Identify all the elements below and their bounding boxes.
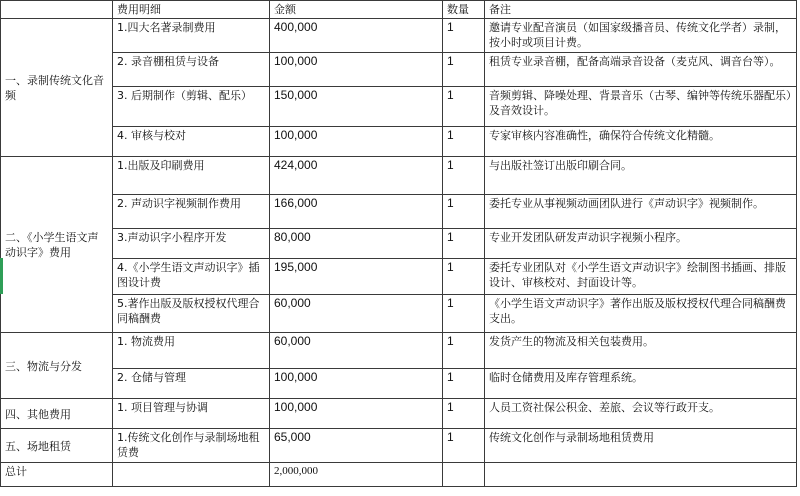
item-cell[interactable]: 3.声动识字小程序开发 bbox=[113, 229, 270, 259]
item-cell[interactable]: 2. 录音棚租赁与设备 bbox=[113, 53, 270, 87]
table-row bbox=[1, 295, 797, 333]
header-cell-category[interactable] bbox=[1, 1, 113, 19]
note-cell[interactable]: 临时仓储费用及库存管理系统。 bbox=[485, 369, 797, 399]
table-row bbox=[1, 399, 797, 429]
total-row bbox=[1, 463, 797, 487]
category-cell[interactable]: 一、录制传统文化音频 bbox=[1, 19, 113, 157]
amount-cell[interactable]: 100,000 bbox=[270, 399, 443, 429]
table-row bbox=[1, 259, 797, 295]
amount-cell[interactable]: 80,000 bbox=[270, 229, 443, 259]
empty-cell[interactable] bbox=[443, 463, 485, 487]
table-row bbox=[1, 87, 797, 127]
item-cell[interactable]: 1.传统文化创作与录制场地租赁费 bbox=[113, 429, 270, 463]
quantity-cell[interactable]: 1 bbox=[443, 369, 485, 399]
quantity-cell[interactable]: 1 bbox=[443, 87, 485, 127]
quantity-cell[interactable]: 1 bbox=[443, 195, 485, 229]
amount-cell[interactable]: 166,000 bbox=[270, 195, 443, 229]
table-row bbox=[1, 429, 797, 463]
table-row bbox=[1, 229, 797, 259]
header-cell-detail[interactable]: 费用明细 bbox=[113, 1, 270, 19]
quantity-cell[interactable]: 1 bbox=[443, 259, 485, 295]
table-row bbox=[1, 53, 797, 87]
amount-cell[interactable]: 195,000 bbox=[270, 259, 443, 295]
note-cell[interactable]: 传统文化创作与录制场地租赁费用 bbox=[485, 429, 797, 463]
item-cell[interactable]: 1. 项目管理与协调 bbox=[113, 399, 270, 429]
amount-cell[interactable]: 400,000 bbox=[270, 19, 443, 53]
note-cell[interactable]: 专家审核内容准确性，确保符合传统文化精髓。 bbox=[485, 127, 797, 157]
item-cell[interactable]: 2. 声动识字视频制作费用 bbox=[113, 195, 270, 229]
header-cell-notes[interactable]: 备注 bbox=[485, 1, 797, 19]
item-cell[interactable]: 1.四大名著录制费用 bbox=[113, 19, 270, 53]
amount-cell[interactable]: 100,000 bbox=[270, 127, 443, 157]
quantity-cell[interactable]: 1 bbox=[443, 53, 485, 87]
item-cell[interactable]: 4. 审核与校对 bbox=[113, 127, 270, 157]
header-cell-amount[interactable]: 金额 bbox=[270, 1, 443, 19]
amount-cell[interactable]: 100,000 bbox=[270, 53, 443, 87]
note-cell[interactable]: 委托专业团队对《小学生语文声动识字》绘制图书插画、排版设计、审核校对、封面设计等。 bbox=[485, 259, 797, 295]
amount-cell[interactable]: 424,000 bbox=[270, 157, 443, 195]
item-cell[interactable]: 4.《小学生语文声动识字》插图设计费 bbox=[113, 259, 270, 295]
quantity-cell[interactable]: 1 bbox=[443, 333, 485, 369]
item-cell[interactable]: 5.著作出版及版权授权代理合同稿酬费 bbox=[113, 295, 270, 333]
category-cell[interactable]: 二、《小学生语文声动识字》费用 bbox=[1, 157, 113, 333]
note-cell[interactable]: 委托专业从事视频动画团队进行《声动识字》视频制作。 bbox=[485, 195, 797, 229]
total-label-cell[interactable]: 总计 bbox=[1, 463, 113, 487]
quantity-cell[interactable]: 1 bbox=[443, 19, 485, 53]
empty-cell[interactable] bbox=[485, 463, 797, 487]
note-cell[interactable]: 人员工资社保公积金、差旅、会议等行政开支。 bbox=[485, 399, 797, 429]
note-cell[interactable]: 专业开发团队研发声动识字视频小程序。 bbox=[485, 229, 797, 259]
note-cell[interactable]: 发货产生的物流及相关包装费用。 bbox=[485, 333, 797, 369]
amount-cell[interactable]: 60,000 bbox=[270, 333, 443, 369]
quantity-cell[interactable]: 1 bbox=[443, 295, 485, 333]
amount-cell[interactable]: 60,000 bbox=[270, 295, 443, 333]
quantity-cell[interactable]: 1 bbox=[443, 127, 485, 157]
category-cell[interactable]: 四、其他费用 bbox=[1, 399, 113, 429]
quantity-cell[interactable]: 1 bbox=[443, 229, 485, 259]
note-cell[interactable]: 音频剪辑、降噪处理、背景音乐（古琴、编钟等传统乐器配乐）及音效设计。 bbox=[485, 87, 797, 127]
amount-cell[interactable]: 100,000 bbox=[270, 369, 443, 399]
header-row bbox=[1, 1, 797, 19]
quantity-cell[interactable]: 1 bbox=[443, 429, 485, 463]
table-row bbox=[1, 333, 797, 369]
empty-cell[interactable] bbox=[113, 463, 270, 487]
header-cell-quantity[interactable]: 数量 bbox=[443, 1, 485, 19]
item-cell[interactable]: 3. 后期制作（剪辑、配乐） bbox=[113, 87, 270, 127]
note-cell[interactable]: 租赁专业录音棚，配备高端录音设备（麦克风、调音台等）。 bbox=[485, 53, 797, 87]
total-amount-cell[interactable]: 2,000,000 bbox=[270, 463, 443, 487]
note-cell[interactable]: 邀请专业配音演员（如国家级播音员、传统文化学者）录制，按小时或项目计费。 bbox=[485, 19, 797, 53]
category-cell[interactable]: 五、场地租赁 bbox=[1, 429, 113, 463]
item-cell[interactable]: 1.出版及印刷费用 bbox=[113, 157, 270, 195]
category-cell[interactable]: 三、物流与分发 bbox=[1, 333, 113, 399]
table-row bbox=[1, 157, 797, 195]
amount-cell[interactable]: 65,000 bbox=[270, 429, 443, 463]
amount-cell[interactable]: 150,000 bbox=[270, 87, 443, 127]
note-cell[interactable]: 与出版社签订出版印刷合同。 bbox=[485, 157, 797, 195]
quantity-cell[interactable]: 1 bbox=[443, 157, 485, 195]
item-cell[interactable]: 1. 物流费用 bbox=[113, 333, 270, 369]
quantity-cell[interactable]: 1 bbox=[443, 399, 485, 429]
table-row bbox=[1, 195, 797, 229]
note-cell[interactable]: 《小学生语文声动识字》著作出版及版权授权代理合同稿酬费支出。 bbox=[485, 295, 797, 333]
table-row bbox=[1, 369, 797, 399]
item-cell[interactable]: 2. 仓储与管理 bbox=[113, 369, 270, 399]
table-row bbox=[1, 127, 797, 157]
table-row bbox=[1, 19, 797, 53]
row-selection-marker bbox=[0, 258, 3, 294]
